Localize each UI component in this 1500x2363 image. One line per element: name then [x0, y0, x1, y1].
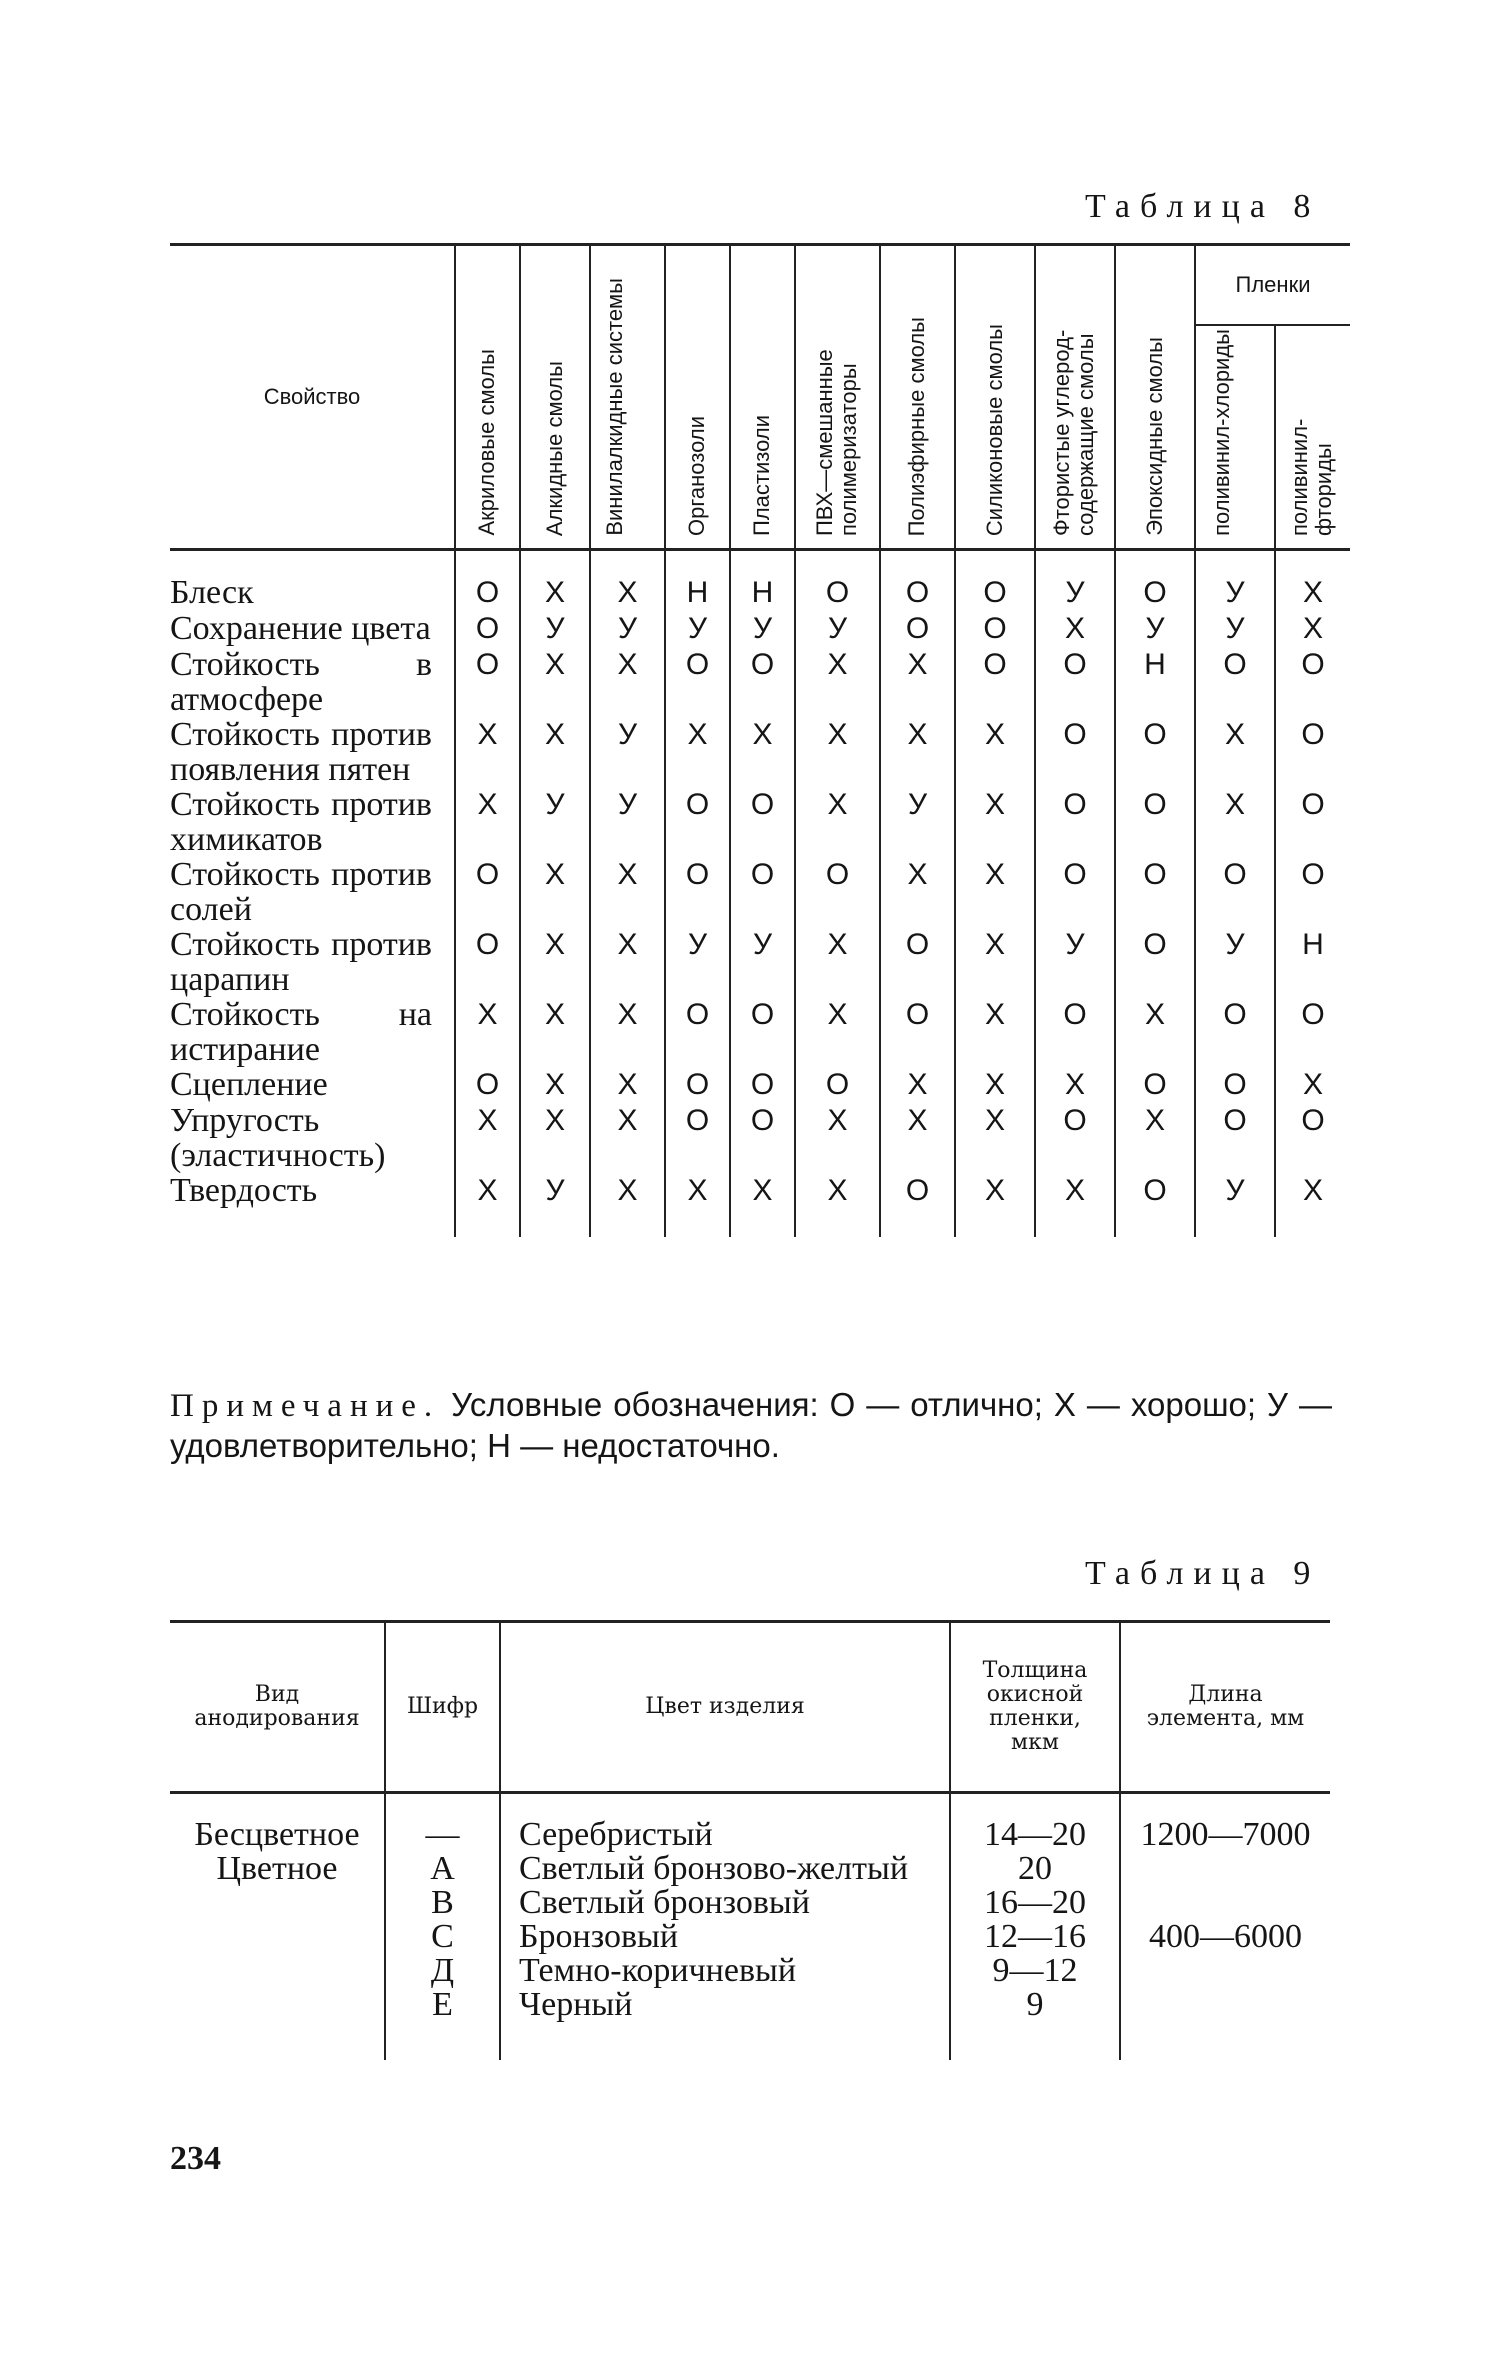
rating-cell: Х — [1275, 1173, 1350, 1237]
rating-cell: У — [1195, 1173, 1275, 1237]
rating-cell: О — [1035, 647, 1115, 717]
code: — — [385, 1793, 500, 1853]
rating-cell: У — [1195, 927, 1275, 997]
rating-cell: О — [730, 787, 795, 857]
rating-cell: Х — [795, 1103, 880, 1173]
rating-cell: О — [1195, 1103, 1275, 1173]
rating-cell: Х — [520, 647, 590, 717]
rating-cell: О — [665, 787, 730, 857]
rating-cell: О — [665, 1103, 730, 1173]
rating-cell: Х — [520, 997, 590, 1067]
table-row — [170, 787, 1350, 857]
rating-cell: О — [1115, 1173, 1195, 1237]
rating-cell: Х — [455, 1173, 520, 1237]
rating-cell: О — [665, 857, 730, 927]
product-color: Серебристый — [500, 1793, 950, 1853]
rating-cell: О — [955, 647, 1035, 717]
rating-cell: О — [455, 611, 520, 647]
rating-cell: О — [1115, 787, 1195, 857]
rating-cell: Н — [1275, 927, 1350, 997]
rating-cell: О — [730, 857, 795, 927]
rating-cell: О — [455, 647, 520, 717]
rating-cell: О — [1115, 717, 1195, 787]
rating-cell: О — [1275, 647, 1350, 717]
column-header: Полиэфирные смолы — [880, 245, 955, 550]
property-name: Стойкость на истирание — [170, 996, 432, 1068]
rating-cell: О — [1115, 550, 1195, 612]
rating-cell: О — [880, 997, 955, 1067]
rating-cell: Х — [590, 1173, 665, 1237]
rating-cell: Х — [795, 997, 880, 1067]
property-name: Сохранение цвета — [170, 610, 431, 647]
table-row — [170, 647, 1350, 717]
rating-cell: О — [1115, 857, 1195, 927]
rating-cell: У — [880, 787, 955, 857]
rating-cell: О — [1035, 717, 1115, 787]
anodizing-type — [170, 1988, 385, 2060]
rating-cell: У — [520, 1173, 590, 1237]
property-name: Блеск — [170, 574, 254, 611]
product-color: Бронзовый — [500, 1920, 950, 1954]
column-header: Эпоксидные смолы — [1115, 245, 1195, 550]
table-row — [170, 611, 1350, 647]
rating-cell: О — [880, 927, 955, 997]
rating-cell: Х — [795, 787, 880, 857]
column-header: Длина элемента, мм — [1120, 1622, 1330, 1793]
rating-cell: Х — [590, 647, 665, 717]
property-name: Стойкость в атмосфере — [170, 646, 432, 718]
rating-cell: О — [1195, 1067, 1275, 1103]
rating-cell: Х — [1275, 550, 1350, 612]
rating-cell: О — [730, 997, 795, 1067]
rating-cell: У — [795, 611, 880, 647]
rating-cell: Х — [955, 1067, 1035, 1103]
rating-cell: Х — [730, 717, 795, 787]
rating-cell: Х — [590, 997, 665, 1067]
element-length — [1120, 1852, 1330, 1886]
property-name: Стойкость против царапин — [170, 926, 432, 998]
column-header: Пластизоли — [730, 245, 795, 550]
element-length — [1120, 1988, 1330, 2060]
table-row — [170, 997, 1350, 1067]
rating-cell: Х — [590, 550, 665, 612]
table8-caption: Таблица 8 — [1085, 188, 1321, 225]
rating-cell: О — [455, 1067, 520, 1103]
rating-cell: Х — [1195, 787, 1275, 857]
code: А — [385, 1852, 500, 1886]
element-length — [1120, 1886, 1330, 1920]
column-header: Винилалкидные системы — [590, 245, 665, 550]
rating-cell: Х — [1035, 1067, 1115, 1103]
rating-cell: О — [665, 647, 730, 717]
rating-cell: Х — [520, 857, 590, 927]
rating-cell: Х — [590, 1067, 665, 1103]
property-name: Упругость (эластичность) — [170, 1102, 386, 1174]
table-row — [170, 1067, 1350, 1103]
rating-cell: У — [665, 611, 730, 647]
rating-cell: Х — [590, 1103, 665, 1173]
oxide-thickness: 12—16 — [950, 1920, 1120, 1954]
table9-caption: Таблица 9 — [1085, 1555, 1321, 1592]
rating-cell: Х — [795, 927, 880, 997]
oxide-thickness: 9—12 — [950, 1954, 1120, 1988]
code: Д — [385, 1954, 500, 1988]
rating-cell: Х — [665, 717, 730, 787]
column-header: Органозоли — [665, 245, 730, 550]
rating-cell: У — [730, 611, 795, 647]
property-name: Стойкость против появления пятен — [170, 716, 432, 788]
rating-cell: Х — [880, 1103, 955, 1173]
anodizing-type — [170, 1886, 385, 1920]
table8-note — [170, 1385, 1332, 1465]
rating-cell: Х — [1115, 997, 1195, 1067]
rating-cell: О — [1115, 1067, 1195, 1103]
rating-cell: У — [590, 717, 665, 787]
rating-cell: О — [1275, 857, 1350, 927]
anodizing-type — [170, 1954, 385, 1988]
rating-cell: Х — [880, 717, 955, 787]
rating-cell: Х — [955, 857, 1035, 927]
rating-cell: У — [590, 611, 665, 647]
rating-cell: О — [1195, 997, 1275, 1067]
rating-cell: Н — [665, 550, 730, 612]
rating-cell: О — [1195, 647, 1275, 717]
element-length: 400—6000 — [1120, 1920, 1330, 1954]
rating-cell: Х — [955, 717, 1035, 787]
rating-cell: Н — [730, 550, 795, 612]
anodizing-type: Цветное — [216, 1850, 338, 1887]
rating-cell: О — [455, 927, 520, 997]
oxide-thickness: 9 — [950, 1988, 1120, 2060]
rating-cell: О — [955, 550, 1035, 612]
rating-cell: О — [1115, 927, 1195, 997]
rating-cell: У — [520, 787, 590, 857]
rating-cell: Х — [520, 927, 590, 997]
rating-cell: Х — [1035, 611, 1115, 647]
rating-cell: Х — [520, 717, 590, 787]
rating-cell: У — [1195, 550, 1275, 612]
rating-cell: Х — [955, 787, 1035, 857]
table-row — [170, 927, 1350, 997]
rating-cell: Х — [520, 550, 590, 612]
note-label: Примечание. — [170, 1388, 441, 1424]
rating-cell: У — [1115, 611, 1195, 647]
rating-cell: У — [665, 927, 730, 997]
rating-cell: У — [1035, 550, 1115, 612]
rating-cell: Х — [880, 1067, 955, 1103]
table-row — [170, 1954, 1330, 1988]
column-header: Фтористые углерод-содержащие смолы — [1035, 245, 1115, 550]
rating-cell: Х — [665, 1173, 730, 1237]
note-text: Условные обозначения: О — отлично; Х — хорошо; У — удовлетворительно; Н — недостаточно. — [170, 1386, 1332, 1464]
element-length: 1200—7000 — [1120, 1793, 1330, 1853]
rating-cell: О — [880, 1173, 955, 1237]
anodizing-type — [170, 1920, 385, 1954]
rating-cell: Х — [455, 1103, 520, 1173]
table-row — [170, 857, 1350, 927]
rating-cell: Х — [880, 647, 955, 717]
rating-cell: У — [520, 611, 590, 647]
rating-cell: У — [1035, 927, 1115, 997]
rating-cell: Х — [795, 717, 880, 787]
anodizing-type: Бесцветное — [194, 1816, 360, 1853]
product-color: Черный — [500, 1988, 950, 2060]
rating-cell: О — [1275, 1103, 1350, 1173]
rating-cell: Х — [955, 997, 1035, 1067]
rating-cell: Х — [1195, 717, 1275, 787]
rating-cell: О — [880, 550, 955, 612]
properties-table — [170, 243, 1350, 1237]
rating-cell: Х — [455, 717, 520, 787]
property-header: Свойство — [263, 384, 361, 409]
films-header: Пленки — [1195, 245, 1350, 326]
property-name: Твердость — [170, 1172, 318, 1209]
column-header: Вид анодирования — [194, 1682, 360, 1731]
rating-cell: Х — [955, 927, 1035, 997]
table-row — [170, 1793, 1330, 1853]
product-color: Темно-коричневый — [500, 1954, 950, 1988]
rating-cell: Х — [455, 997, 520, 1067]
table-row — [170, 550, 1350, 612]
rating-cell: О — [880, 611, 955, 647]
rating-cell: О — [795, 550, 880, 612]
rating-cell: О — [1035, 857, 1115, 927]
property-name: Стойкость против химикатов — [170, 786, 432, 858]
product-color: Светлый бронзовый — [500, 1886, 950, 1920]
rating-cell: Х — [1275, 1067, 1350, 1103]
rating-cell: О — [1035, 997, 1115, 1067]
code: В — [385, 1886, 500, 1920]
rating-cell: Х — [1035, 1173, 1115, 1237]
property-name: Сцепление — [170, 1066, 328, 1103]
rating-cell: О — [455, 550, 520, 612]
rating-cell: Х — [590, 927, 665, 997]
rating-cell: О — [730, 1067, 795, 1103]
rating-cell: Х — [520, 1067, 590, 1103]
rating-cell: О — [665, 997, 730, 1067]
rating-cell: У — [730, 927, 795, 997]
column-header: Цвет изделия — [500, 1622, 950, 1793]
table-row — [170, 717, 1350, 787]
rating-cell: У — [1195, 611, 1275, 647]
rating-cell: Х — [590, 857, 665, 927]
rating-cell: О — [795, 857, 880, 927]
rating-cell: О — [795, 1067, 880, 1103]
rating-cell: О — [1195, 857, 1275, 927]
rating-cell: У — [590, 787, 665, 857]
rating-cell: О — [1275, 717, 1350, 787]
oxide-thickness: 20 — [950, 1852, 1120, 1886]
rating-cell: О — [1275, 997, 1350, 1067]
oxide-thickness: 14—20 — [950, 1793, 1120, 1853]
rating-cell: Х — [1275, 611, 1350, 647]
table-row — [170, 1173, 1350, 1237]
film-column-header: поливинил-фториды — [1275, 325, 1350, 550]
rating-cell: Х — [455, 787, 520, 857]
column-header: Акриловые смолы — [455, 245, 520, 550]
anodizing-table — [170, 1620, 1330, 2060]
element-length — [1120, 1954, 1330, 1988]
code: С — [385, 1920, 500, 1954]
column-header: ПВХ—смешанные полимеризаторы — [795, 245, 880, 550]
oxide-thickness: 16—20 — [950, 1886, 1120, 1920]
property-name: Стойкость против солей — [170, 856, 432, 928]
table-row — [170, 1920, 1330, 1954]
rating-cell: Х — [955, 1103, 1035, 1173]
product-color: Светлый бронзово-желтый — [500, 1852, 950, 1886]
rating-cell: Х — [955, 1173, 1035, 1237]
column-header: Алкидные смолы — [520, 245, 590, 550]
table-row — [170, 1103, 1350, 1173]
rating-cell: Х — [1115, 1103, 1195, 1173]
page-number: 234 — [170, 2140, 221, 2177]
rating-cell: О — [730, 647, 795, 717]
rating-cell: Х — [795, 1173, 880, 1237]
rating-cell: О — [455, 857, 520, 927]
rating-cell: Н — [1115, 647, 1195, 717]
rating-cell: Х — [520, 1103, 590, 1173]
rating-cell: О — [1275, 787, 1350, 857]
code: Е — [385, 1988, 500, 2060]
rating-cell: О — [665, 1067, 730, 1103]
rating-cell: О — [730, 1103, 795, 1173]
table-row — [170, 1852, 1330, 1886]
rating-cell: Х — [795, 647, 880, 717]
column-header: Толщина окисной пленки, мкм — [950, 1622, 1120, 1793]
rating-cell: О — [955, 611, 1035, 647]
column-header: Силиконовые смолы — [955, 245, 1035, 550]
rating-cell: Х — [880, 857, 955, 927]
rating-cell: О — [1035, 1103, 1115, 1173]
column-header: Шифр — [385, 1622, 500, 1793]
table-row — [170, 1988, 1330, 2060]
film-column-header: поливинил-хлориды — [1195, 325, 1275, 550]
table-row — [170, 1886, 1330, 1920]
rating-cell: О — [1035, 787, 1115, 857]
rating-cell: Х — [730, 1173, 795, 1237]
